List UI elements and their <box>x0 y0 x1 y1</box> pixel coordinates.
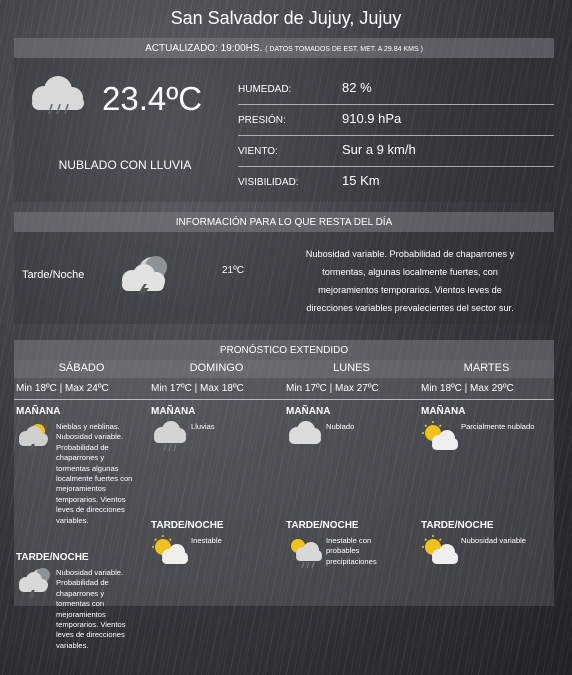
forecast-description-line: chaparrones y <box>56 453 105 463</box>
forecast-description-line: variables. <box>56 640 89 650</box>
forecast-min-max: Min 18ºC | Max 29ºC <box>419 378 554 400</box>
current-temperature: 23.4ºC <box>102 80 203 117</box>
forecast-evening-block <box>419 520 554 545</box>
visibility-value: 15 Km <box>342 173 380 188</box>
forecast-day-domingo <box>149 360 284 545</box>
forecast-description-line: Nubosidad variable. <box>56 568 124 577</box>
current-condition: NUBLADO CON LLUVIA <box>58 158 192 172</box>
forecast-description-line: Nubosidad variable. <box>56 432 124 442</box>
forecast-morning-block <box>149 406 284 431</box>
forecast-evening-block <box>149 520 284 545</box>
forecast-description-line: Probabilidad de <box>56 442 109 452</box>
pressure-label: PRESIÓN: <box>238 115 286 126</box>
forecast-day-name: DOMINGO <box>149 360 284 378</box>
forecast-day-name: LUNES <box>284 360 419 378</box>
visibility-label: VISIBILIDAD: <box>238 177 299 188</box>
forecast-description-line: localmente fuertes con <box>56 474 133 484</box>
forecast-description-line: leves de direcciones <box>56 505 125 515</box>
forecast-morning-block <box>284 406 419 431</box>
sun-cloud-icon <box>149 534 189 573</box>
forecast-evening-description <box>191 536 283 546</box>
forecast-description-line: chaparrones y <box>56 588 105 598</box>
forecast-description-line: temporarios. Vientos <box>56 494 126 504</box>
rest-of-day-header: INFORMACIÓN PARA LO QUE RESTA DEL DÍA <box>14 212 554 232</box>
forecast-evening-label: TARDE/NOCHE <box>421 520 494 531</box>
forecast-description-line: Probabilidad de <box>56 578 109 588</box>
forecast-evening-description <box>326 536 418 567</box>
updated-bar <box>14 38 554 58</box>
forecast-description-line: Nublado <box>326 422 355 431</box>
forecast-description-line: Inestable <box>191 536 222 545</box>
description-line: direcciones variables prevalecientes del sector sur. <box>306 303 514 313</box>
forecast-description-line: tormentas algunas <box>56 463 119 473</box>
updated-time: ACTUALIZADO: 19:00HS. <box>145 43 263 54</box>
visibility-row <box>238 167 554 198</box>
forecast-description-line: mejoramientos <box>56 484 106 494</box>
forecast-morning-description <box>461 422 553 432</box>
extended-header: PRONÓSTICO EXTENDIDO <box>14 340 554 360</box>
forecast-morning-label: MAÑANA <box>286 406 331 417</box>
forecast-min-max: Min 17ºC | Max 18ºC <box>149 378 284 400</box>
forecast-day-sábado <box>14 360 149 650</box>
pressure-value: 910.9 hPa <box>342 111 402 126</box>
forecast-description-line: leves de direcciones <box>56 630 125 640</box>
pressure-row <box>238 105 554 136</box>
forecast-description-line: Lluvias <box>191 422 215 431</box>
forecast-description-line: tormentas con <box>56 599 105 609</box>
cloud-rain-icon <box>149 420 189 457</box>
description-line: tormentas, algunas localmente fuertes, con <box>322 267 498 277</box>
forecast-evening-block <box>14 552 149 650</box>
forecast-morning-description <box>56 422 148 526</box>
forecast-min-max: Min 17ºC | Max 27ºC <box>284 378 419 400</box>
rest-of-day-description <box>288 245 532 317</box>
forecast-morning-description <box>326 422 418 432</box>
wind-label: VIENTO: <box>238 146 278 157</box>
forecast-description-line: variables. <box>56 515 89 525</box>
humidity-value: 82 % <box>342 80 372 95</box>
updated-source: ( DATOS TOMADOS DE EST. MET. A 29.84 KMS ) <box>265 46 423 53</box>
cloud-icon <box>284 420 324 453</box>
forecast-morning-label: MAÑANA <box>421 406 466 417</box>
forecast-description-line: mejoramientos <box>56 609 106 619</box>
forecast-evening-label: TARDE/NOCHE <box>151 520 224 531</box>
rest-of-day-period: Tarde/Noche <box>22 269 85 281</box>
forecast-description-line: probables <box>326 546 360 556</box>
forecast-description-line: temporarios. Vientos <box>56 620 126 630</box>
forecast-evening-label: TARDE/NOCHE <box>286 520 359 531</box>
forecast-morning-block <box>419 406 554 431</box>
storm-moon-icon <box>14 566 54 607</box>
forecast-day-martes <box>419 360 554 545</box>
forecast-day-name: MARTES <box>419 360 554 378</box>
forecast-evening-description <box>461 536 553 546</box>
forecast-evening-label: TARDE/NOCHE <box>16 552 89 563</box>
humidity-label: HUMEDAD: <box>238 84 292 95</box>
forecast-evening-description <box>56 568 148 651</box>
sun-cloud-icon <box>419 420 459 459</box>
forecast-min-max: Min 18ºC | Max 24ºC <box>14 378 149 400</box>
forecast-evening-block <box>284 520 419 566</box>
forecast-description-line: Nieblas y neblinas. <box>56 422 120 431</box>
wind-value: Sur a 9 km/h <box>342 142 416 157</box>
forecast-morning-label: MAÑANA <box>151 406 196 417</box>
wind-row <box>238 136 554 167</box>
humidity-row <box>238 74 554 105</box>
sun-rain-icon <box>284 534 324 575</box>
sun-cloud-icon <box>419 534 459 573</box>
storm-moon-icon <box>116 254 174 303</box>
storm-sun-icon <box>14 420 54 461</box>
description-line: mejoramientos temporarios. Vientos leves de <box>318 285 502 295</box>
forecast-morning-block <box>14 406 149 525</box>
forecast-day-name: SÁBADO <box>14 360 149 378</box>
cloud-rain-icon <box>24 74 88 123</box>
forecast-description-line: precipitaciones <box>326 556 377 566</box>
location-title: San Salvador de Jujuy, Jujuy <box>170 8 402 28</box>
forecast-morning-description <box>191 422 283 432</box>
forecast-description-line: Nubosidad variable <box>461 536 527 545</box>
rest-of-day-temperature: 21ºC <box>222 265 244 276</box>
forecast-day-lunes <box>284 360 419 566</box>
forecast-morning-label: MAÑANA <box>16 406 61 417</box>
description-line: Nubosidad variable. Probabilidad de chaparrones y <box>305 249 515 259</box>
forecast-description-line: Parcialmente nublado <box>461 422 535 431</box>
forecast-description-line: Inestable con <box>326 536 372 545</box>
